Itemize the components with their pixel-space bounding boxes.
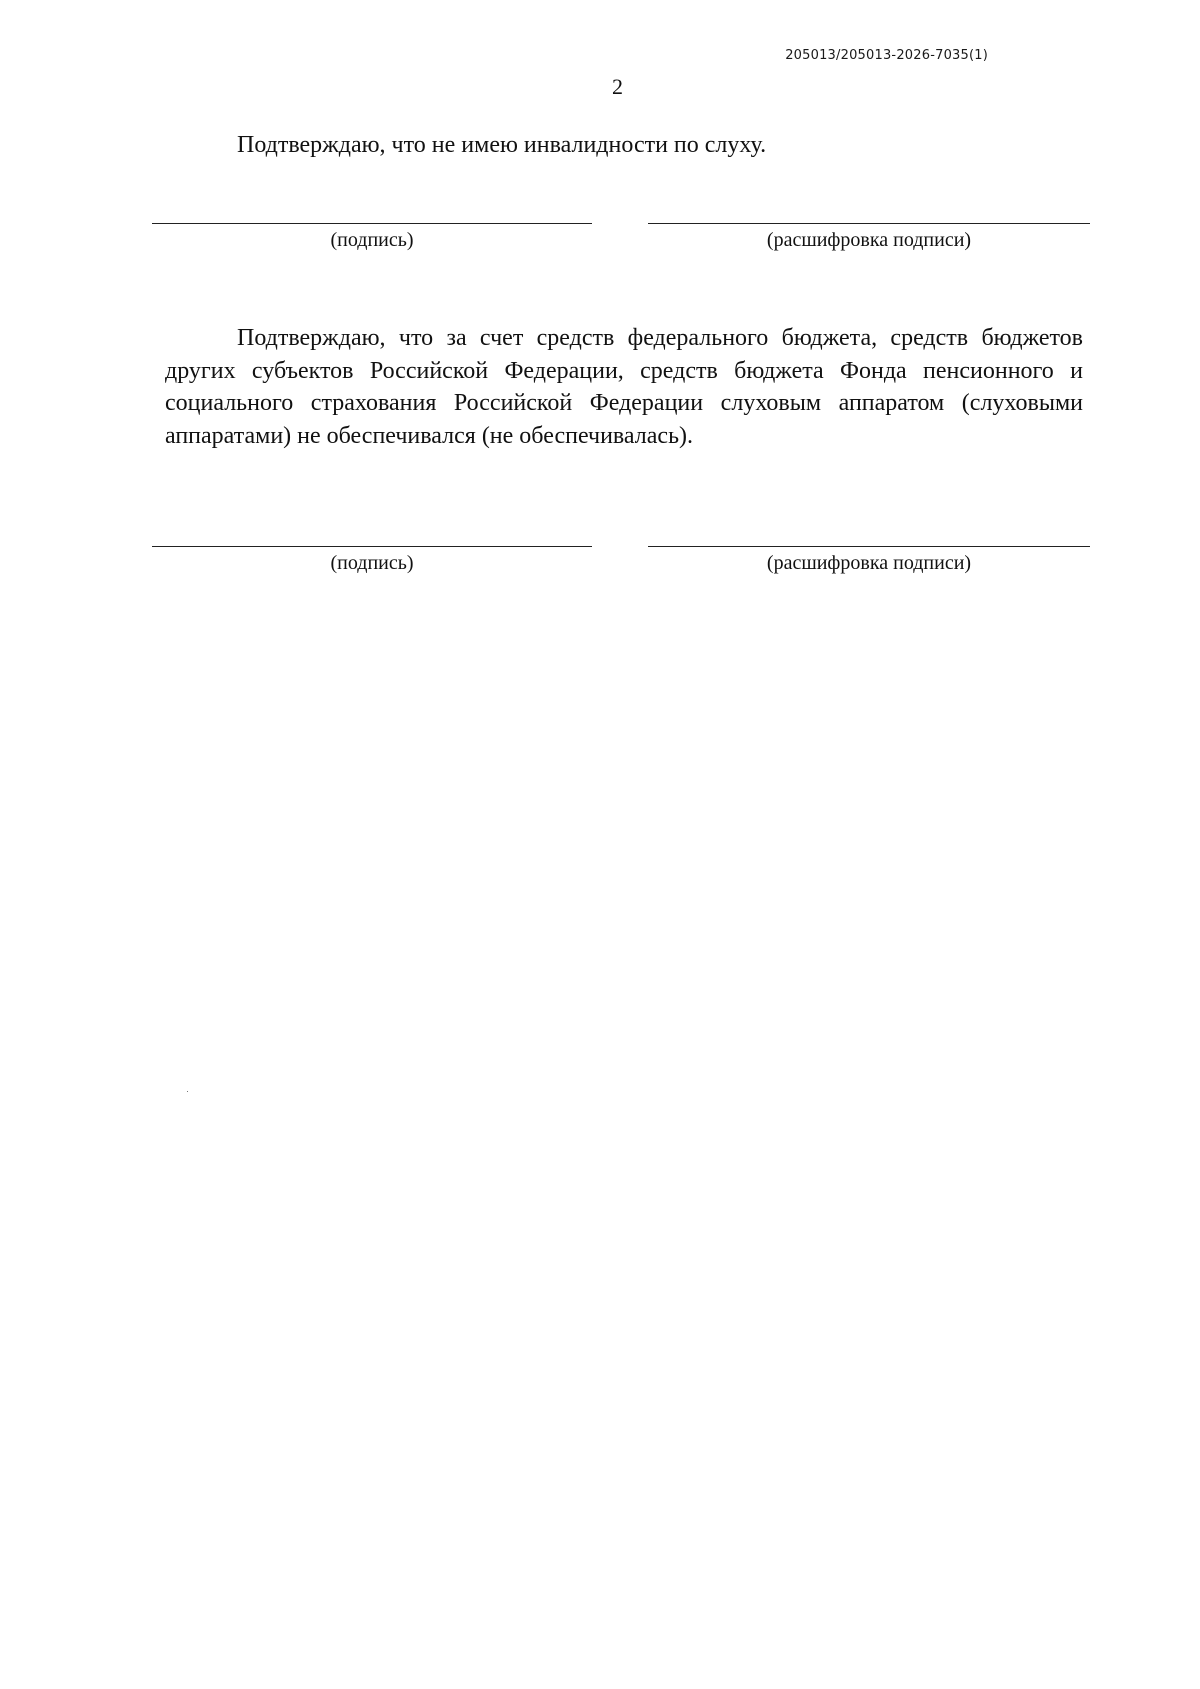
signature-caption: (подпись) bbox=[330, 229, 414, 251]
signature-caption: (подпись) bbox=[330, 552, 414, 574]
signature-row-1 bbox=[152, 223, 1092, 263]
signature-line bbox=[152, 223, 592, 224]
page-number: 2 bbox=[612, 74, 623, 99]
statement-no-hearing-disability: Подтверждаю, что не имею инвалидности по слуху. bbox=[237, 132, 767, 158]
doc-number: 205013/205013-2026-7035(1) bbox=[785, 48, 988, 63]
signature-transcript-line bbox=[648, 546, 1090, 547]
signature-line bbox=[152, 546, 592, 547]
signature-transcript-caption: (расшифровка подписи) bbox=[766, 552, 972, 574]
signature-row-2 bbox=[152, 546, 1092, 586]
scan-speck bbox=[187, 1091, 188, 1092]
statement-no-hearing-aid-provided: Подтверждаю, что за счет средств федерального бюджета, средств бюджетов других субъектов Российской Федерации, средств бюджета Фонда пенсионного и социального страхования Российской Федерации слуховым аппаратом (слуховыми аппаратами) не обеспечивался (не обеспечивалась). bbox=[165, 325, 1083, 449]
signature-transcript-line bbox=[648, 223, 1090, 224]
signature-transcript-caption: (расшифровка подписи) bbox=[766, 229, 972, 251]
